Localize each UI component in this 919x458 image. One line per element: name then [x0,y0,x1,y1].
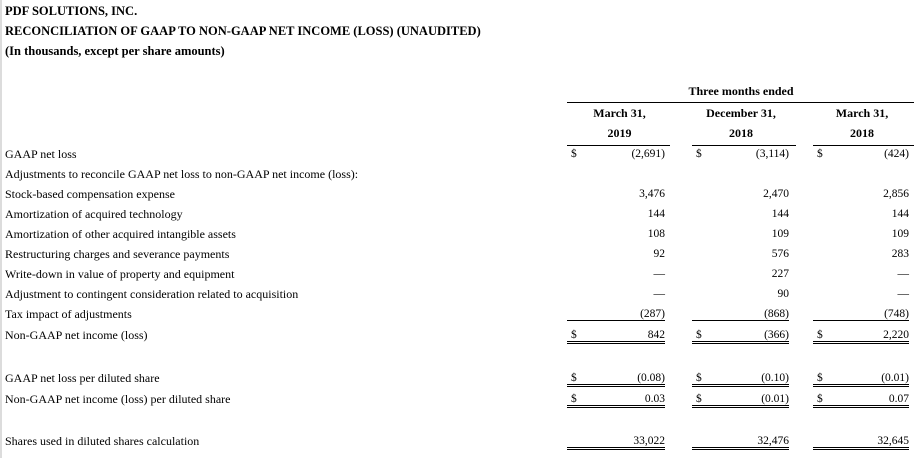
value-cell: 144 [771,208,789,220]
value-cell: (868) [692,308,789,321]
currency-symbol: $ [571,393,577,405]
currency-symbol: $ [817,372,823,384]
value-cell: — [897,268,909,280]
col1-month: March 31, [593,106,646,120]
company-name: PDF SOLUTIONS, INC. [5,4,138,18]
value-cell: (424) [884,148,909,160]
value-cell: 283 [891,248,909,260]
currency-symbol: $ [571,372,577,384]
value-cell: 108 [647,228,665,240]
value-cell: 32,476 [692,435,789,450]
value-cell: 3,476 [639,188,665,200]
period-group-label: Three months ended [688,84,794,98]
value-cell: 576 [771,248,789,260]
value-cell: — [653,288,665,300]
value-cell: (0.08) [567,372,665,387]
value-cell: (3,114) [755,148,789,160]
col2-month: December 31, [706,106,776,120]
report-title: RECONCILIATION OF GAAP TO NON-GAAP NET INCOME (LOSS) (UNAUDITED) [5,24,481,38]
row-label: Restructuring charges and severance payments [5,247,230,261]
currency-symbol: $ [696,372,702,384]
value-cell: 32,645 [813,435,909,450]
value-cell: 90 [777,288,789,300]
col3-year: 2018 [850,126,874,140]
value-cell: (2,691) [631,148,665,160]
value-cell: (748) [813,308,909,321]
currency-symbol: $ [817,148,823,160]
value-cell: 227 [771,268,789,280]
row-label: GAAP net loss [5,147,77,161]
value-cell: — [897,288,909,300]
row-label: Write-down in value of property and equipment [5,267,235,281]
value-cell: (287) [567,308,665,321]
col3-month: March 31, [835,106,889,120]
col2-header-underline [692,145,796,146]
row-label: Non-GAAP net income (loss) [5,328,148,342]
currency-symbol: $ [696,329,702,341]
value-cell: 0.03 [567,393,665,408]
col1-year: 2019 [607,126,632,140]
currency-symbol: $ [696,148,702,160]
value-cell: 109 [891,228,909,240]
value-cell: 2,856 [883,188,909,200]
value-cell: 144 [647,208,665,220]
col3-header-underline [813,145,914,146]
currency-symbol: $ [571,329,577,341]
value-cell: (0.10) [692,372,789,387]
value-cell: 2,470 [763,188,789,200]
row-label: Amortization of acquired technology [5,207,183,221]
report-subtitle: (In thousands, except per share amounts) [5,44,225,58]
value-cell: (0.01) [813,372,909,387]
left-border [0,0,2,458]
row-label: Stock-based compensation expense [5,187,175,201]
value-cell: 109 [771,228,789,240]
row-label: GAAP net loss per diluted share [5,371,160,385]
value-cell: 92 [653,248,665,260]
row-label: Amortization of other acquired intangible assets [5,227,236,241]
value-cell: (0.01) [692,393,789,408]
value-cell: 842 [567,329,665,344]
currency-symbol: $ [696,393,702,405]
row-label: Adjustment to contingent consideration related to acquisition [5,287,299,301]
row-label: Shares used in diluted shares calculation [5,434,200,448]
value-cell: — [653,268,665,280]
header-rule [567,102,914,103]
col2-year: 2018 [729,126,753,140]
value-cell: (366) [692,329,789,344]
value-cell: 33,022 [567,435,665,450]
value-cell: 0.07 [813,393,909,408]
currency-symbol: $ [817,329,823,341]
row-label: Non-GAAP net income (loss) per diluted share [5,392,231,406]
value-cell: 144 [891,208,909,220]
currency-symbol: $ [571,148,577,160]
currency-symbol: $ [817,393,823,405]
row-label: Tax impact of adjustments [5,307,132,321]
value-cell: 2,220 [813,329,909,344]
row-label: Adjustments to reconcile GAAP net loss to non-GAAP net income (loss): [5,167,359,181]
col1-header-underline [567,145,670,146]
